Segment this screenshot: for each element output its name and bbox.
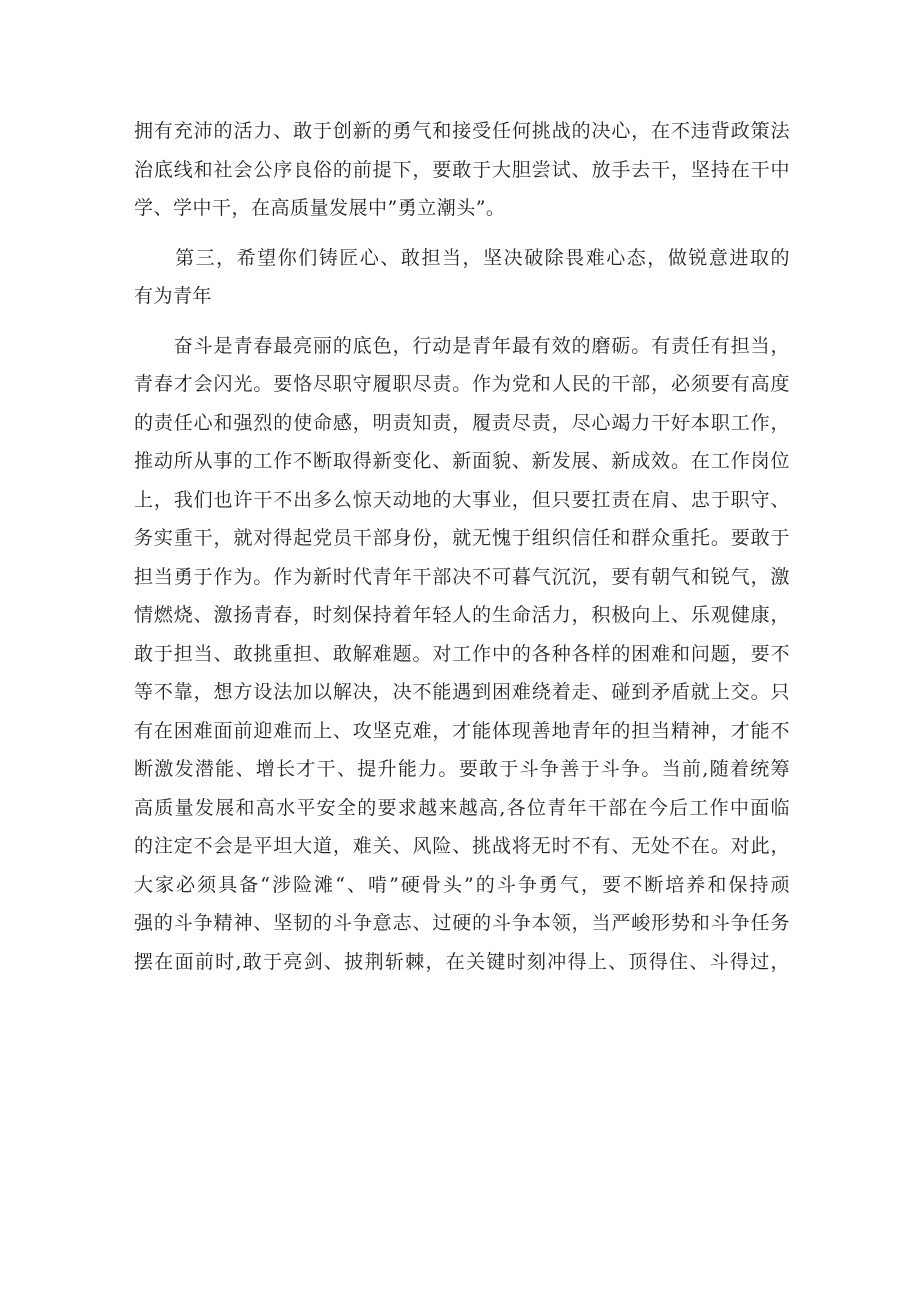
- text-line: 拥有充沛的活力、敢于创新的勇气和接受任何挑战的决心，在不违背政策法: [134, 120, 790, 142]
- text-line: 担当勇于作为。作为新时代青年干部决不可暮气沉沉，要有朝气和锐气，激: [134, 565, 790, 588]
- text-line: 强的斗争精神、坚韧的斗争意志、过硬的斗争本领，当严峻形势和斗争任务: [134, 912, 790, 934]
- text-line: 高质量发展和高水平安全的要求越来越高,各位青年干部在今后工作中面临: [134, 796, 790, 819]
- text-line: 的责任心和强烈的使命感，明责知责，履责尽责，尽心竭力干好本职工作，: [134, 411, 790, 434]
- text-line: 的注定不会是平坦大道，难关、风险、挑战将无时不有、无处不在。对此，: [134, 835, 790, 857]
- text-line: 奋斗是青春最亮丽的底色，行动是青年最有效的磨砺。有责任有担当，: [134, 334, 790, 357]
- text-line: 断激发潜能、增长才干、提升能力。要敢于斗争善于斗争。当前,随着统筹: [134, 758, 790, 780]
- paragraph-1: [134, 112, 790, 228]
- text-line: 摆在面前时,敢于亮剑、披荆斩棘，在关键时刻冲得上、顶得住、斗得过，: [134, 950, 790, 973]
- text-line: 有在困难面前迎难而上、攻坚克难，才能体现善地青年的担当精神，才能不: [134, 719, 790, 742]
- paragraph-2: [134, 327, 790, 982]
- document-page: [134, 112, 790, 981]
- text-line: 治底线和社会公序良俗的前提下，要敢于大胆尝试、放手去干，坚持在干中: [134, 158, 790, 181]
- text-line: 有为青年: [134, 285, 213, 307]
- text-line: 学、学中干，在高质量发展中”勇立潮头”。: [134, 197, 506, 219]
- text-line: 上，我们也许干不出多么惊天动地的大事业，但只要扛责在肩、忠于职守、: [134, 488, 790, 511]
- text-line: 青春才会闪光。要恪尽职守履职尽责。作为党和人民的干部，必须要有高度: [134, 373, 790, 395]
- text-line: 大家必须具备“涉险滩“、啃”硬骨头”的斗争勇气，要不断培养和保持顽: [134, 873, 790, 896]
- section-heading: [134, 239, 790, 316]
- text-line: 等不靠，想方设法加以解决，决不能遇到困难绕着走、碰到矛盾就上交。只: [134, 681, 790, 703]
- text-line: 务实重干，就对得起党员干部身份，就无愧于组织信任和群众重托。要敢于: [134, 527, 790, 549]
- text-line: 情燃烧、激扬青春，时刻保持着年轻人的生命活力，积极向上、乐观健康，: [134, 604, 790, 626]
- text-line: 推动所从事的工作不断取得新变化、新面貌、新发展、新成效。在工作岗位: [134, 450, 790, 472]
- text-line: 第三，希望你们铸匠心、敢担当，坚决破除畏难心态，做锐意进取的: [134, 246, 790, 269]
- text-line: 敢于担当、敢挑重担、敢解难题。对工作中的各种各样的困难和问题，要不: [134, 642, 790, 665]
